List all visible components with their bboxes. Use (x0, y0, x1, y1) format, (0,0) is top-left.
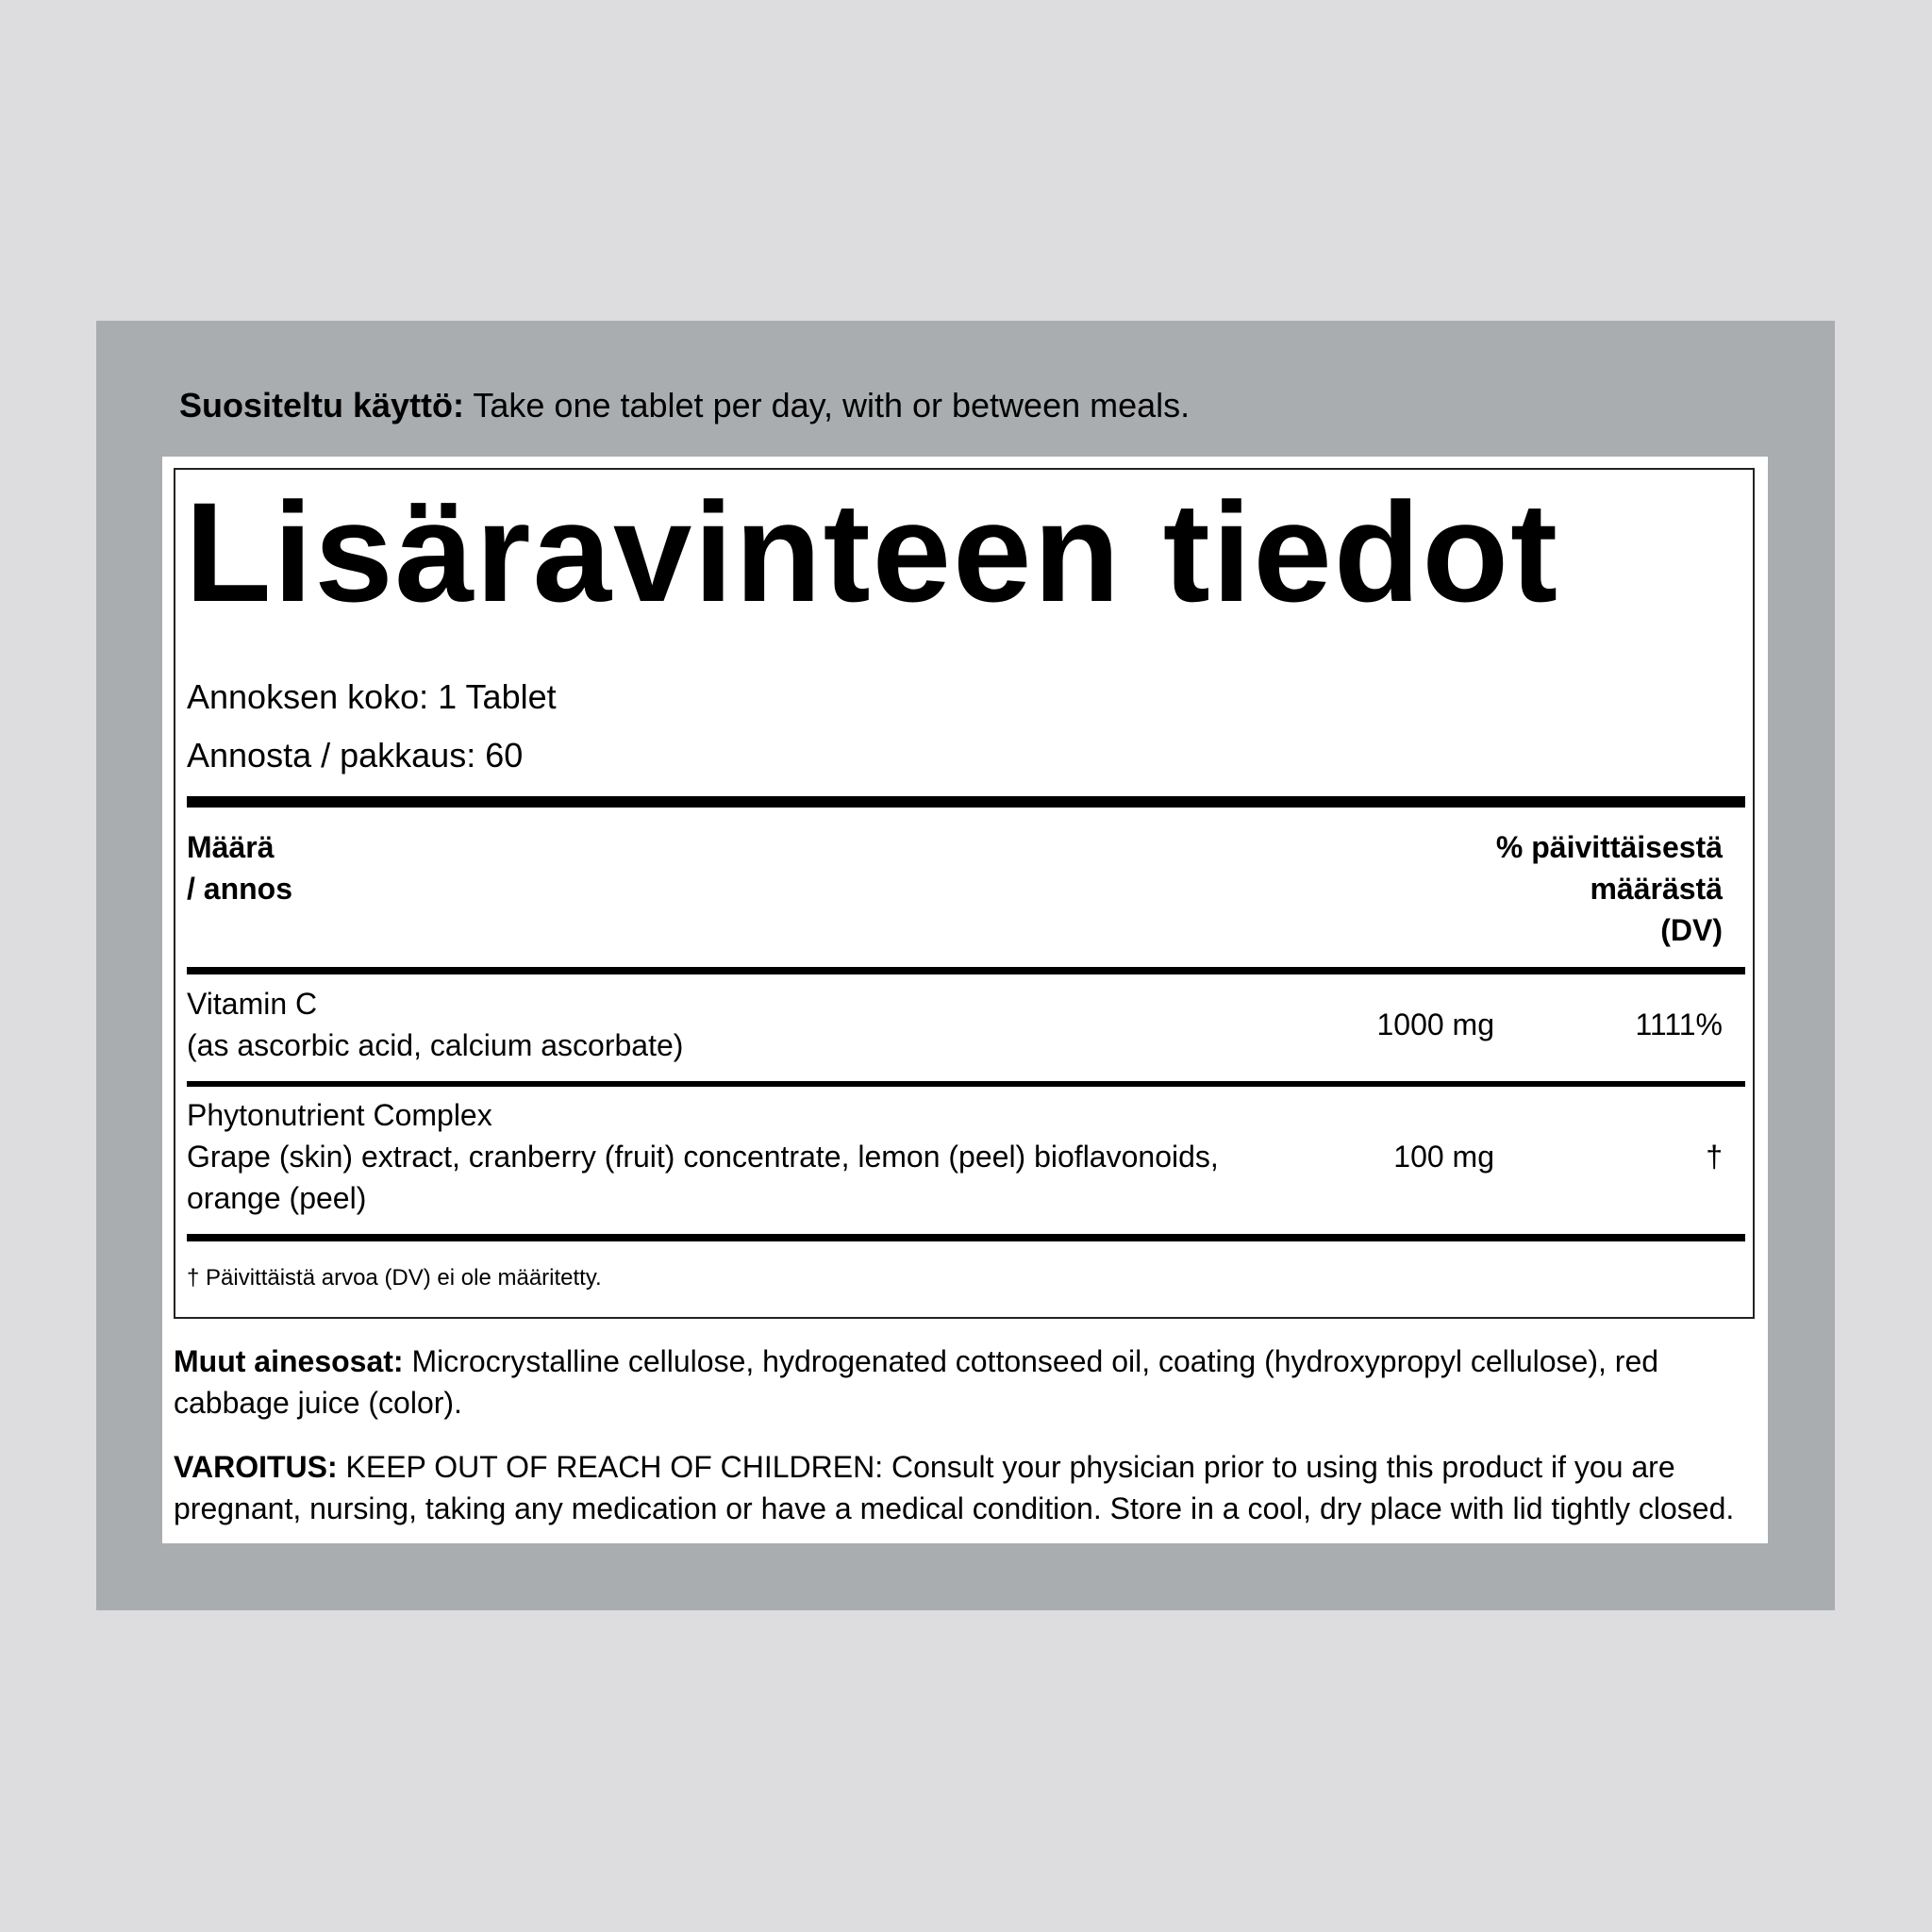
nutrient-name: Vitamin C (187, 987, 318, 1021)
nutrient-name: Phytonutrient Complex (187, 1098, 492, 1132)
amount-header-line2: / annos (187, 872, 293, 906)
serving-size: Annoksen koko: 1 Tablet (187, 677, 557, 716)
nutrient-detail: (as ascorbic acid, calcium ascorbate) (187, 1028, 684, 1062)
dv-header-line2: määrästä (1590, 872, 1723, 906)
nutrient-dv: 1111% (1635, 1008, 1723, 1041)
header-divider (187, 967, 1745, 974)
nutrient-detail-line2: orange (peel) (187, 1181, 367, 1215)
nutrient-amount: 100 mg (1393, 1140, 1494, 1174)
dv-header-line3: (DV) (1660, 913, 1723, 947)
daily-value-header (1496, 826, 1723, 951)
nutrient-detail-line1: Grape (skin) extract, cranberry (fruit) concentrate, lemon (peel) bioflavonoids, (187, 1140, 1219, 1174)
supplement-facts-title: Lisäravinteen tiedot (185, 473, 1560, 631)
row-divider (187, 1081, 1745, 1087)
suggested-use-label: Suositeltu käyttö: (179, 386, 465, 425)
thick-divider (187, 796, 1745, 808)
other-ingredients-text: Microcrystalline cellulose, hydrogenated cottonseed oil, coating (hydroxypropyl cellulose), red cabbage juice (color). (174, 1344, 1659, 1420)
nutrient-dv: † (1706, 1140, 1723, 1174)
suggested-use-text: Take one tablet per day, with or between meals. (464, 386, 1191, 425)
warning-label: VAROITUS: (174, 1450, 338, 1484)
amount-per-serving-header (187, 826, 292, 909)
nutrient-amount: 1000 mg (1376, 1008, 1494, 1041)
servings-per-container: Annosta / pakkaus: 60 (187, 736, 524, 774)
warning (174, 1446, 1755, 1529)
suggested-use (179, 381, 1190, 430)
other-ingredients-label: Muut ainesosat: (174, 1344, 404, 1378)
warning-text: KEEP OUT OF REACH OF CHILDREN: Consult your physician prior to using this product if you are pregnant, nursing, taking any medication or have a medical condition. Store in a cool, dry place with lid tightly closed. (174, 1450, 1735, 1525)
dv-header-line1: % päivittäisestä (1495, 830, 1723, 864)
bottom-divider (187, 1234, 1745, 1241)
other-ingredients (174, 1341, 1755, 1424)
amount-header-line1: Määrä (187, 830, 275, 864)
dv-footnote: † Päivittäistä arvoa (DV) ei ole määritetty. (187, 1265, 602, 1291)
